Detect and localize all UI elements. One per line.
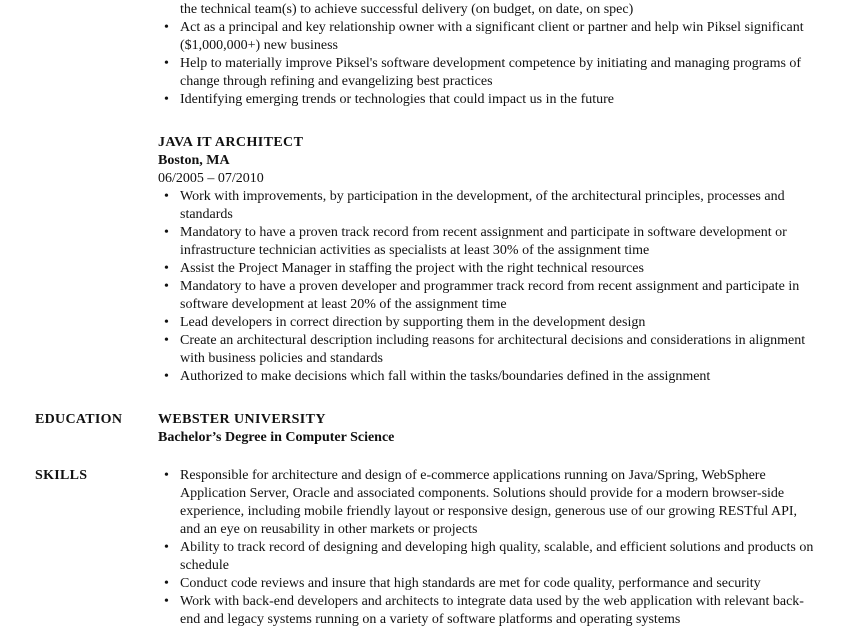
previous-job-bullets [158,1,818,109]
list-item-text: Mandatory to have a proven track record from recent assignment and participate in software development or infrastructure technician activities as specialists at least 30% of the assignment time [180,225,787,258]
list-item-text: Authorized to make decisions which fall within the tasks/boundaries defined in the assignment [180,369,711,384]
list-item [180,539,818,575]
list-item-text: the technical team(s) to achieve successful delivery (on budget, on date, on spec) [180,2,634,17]
list-item-text: Work with improvements, by participation in the development, of the architectural principles, processes and standards [180,189,785,222]
job-bullets [158,188,818,386]
list-item-text: Act as a principal and key relationship owner with a significant client or partner and help win Piksel significant ($1,000,000+) new business [180,20,804,53]
skills-bullets [158,467,818,629]
list-item [180,91,818,109]
list-item-text: Assist the Project Manager in staffing the project with the right technical resources [180,261,644,276]
job-entry [158,134,818,386]
skills-entry [158,467,818,629]
school-name: WEBSTER UNIVERSITY [158,412,326,427]
education-section-label: EDUCATION [35,412,123,427]
list-item-text: Ability to track record of designing and developing high quality, scalable, and efficient solutions and products on schedule [180,540,814,573]
list-item [180,575,818,593]
job-location: Boston, MA [158,153,230,168]
list-item [180,593,818,629]
list-item [180,368,818,386]
list-item [180,19,818,55]
previous-job-list [158,1,818,109]
skills-section-label: SKILLS [35,468,88,483]
list-item [180,188,818,224]
list-item-text: Conduct code reviews and insure that high standards are met for code quality, performance and security [180,576,761,591]
list-item [180,314,818,332]
job-dates: 06/2005 – 07/2010 [158,171,264,186]
job-title: JAVA IT ARCHITECT [158,135,304,150]
list-item [180,1,818,19]
degree: Bachelor’s Degree in Computer Science [158,430,395,445]
education-entry [158,411,818,447]
list-item-text: Identifying emerging trends or technologies that could impact us in the future [180,92,615,107]
list-item-text: Mandatory to have a proven developer and programmer track record from recent assignment and participate in software development at least 20% of the assignment time [180,279,800,312]
list-item-text: Create an architectural description including reasons for architectural decisions and considerations in alignment with business policies and standards [180,333,806,366]
list-item [180,278,818,314]
list-item [180,224,818,260]
list-item-text: Work with back-end developers and architects to integrate data used by the web application with relevant back-end and legacy systems running on a variety of software platforms and operating systems [180,594,804,627]
list-item-text: Help to materially improve Piksel's software development competence by initiating and managing programs of change through refining and evangelizing best practices [180,56,802,89]
list-item-text: Lead developers in correct direction by supporting them in the development design [180,315,646,330]
list-item-text: Responsible for architecture and design of e-commerce applications running on Java/Spring, WebSphere Application Server, Oracle and associated components. Solutions should provide for a modern browser-side experience, including mobile friendly layout or responsive design, generous use of our growing RESTful API, and an eye on reusability in other markets or projects [180,468,798,537]
list-item [180,260,818,278]
list-item [180,55,818,91]
list-item [180,332,818,368]
list-item [180,467,818,539]
